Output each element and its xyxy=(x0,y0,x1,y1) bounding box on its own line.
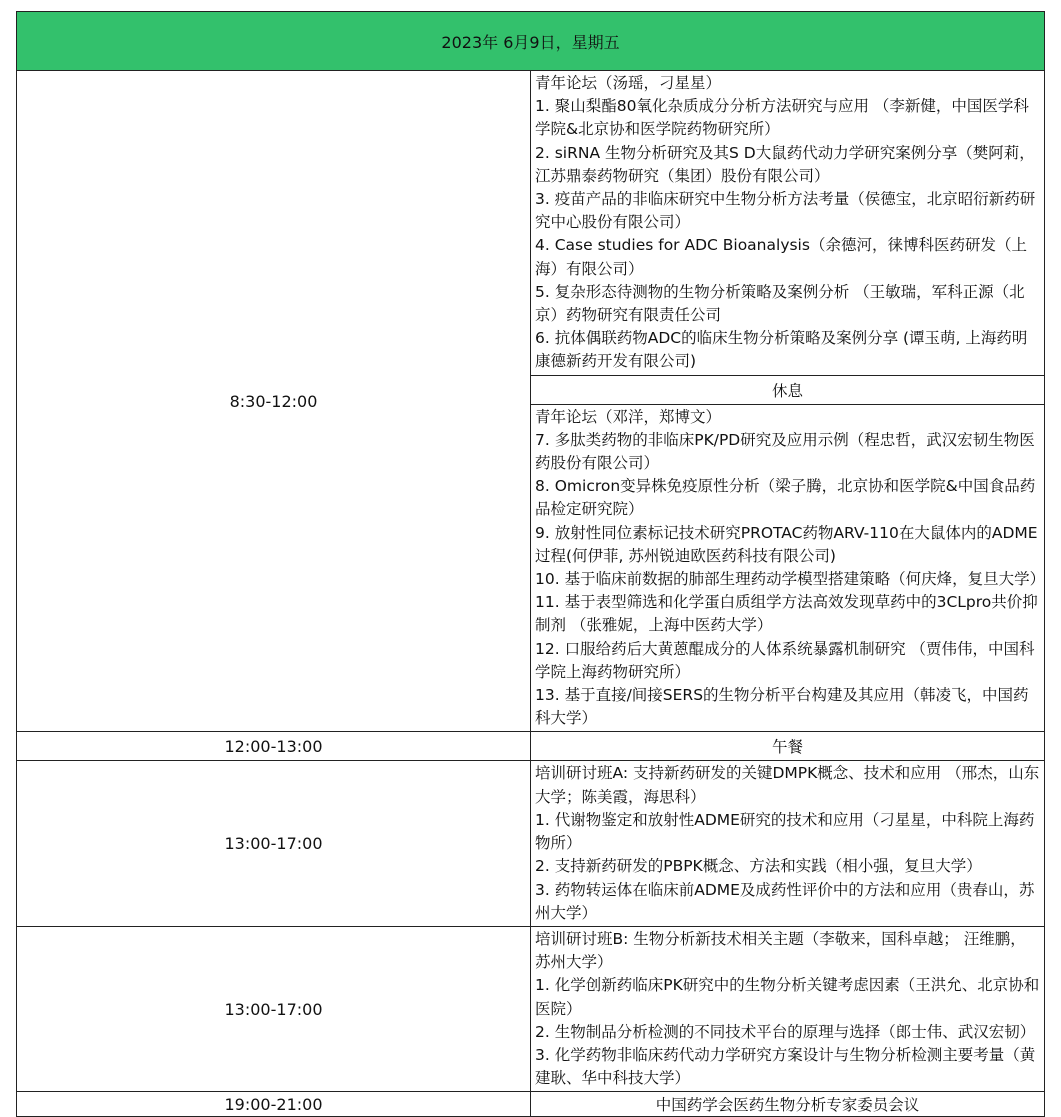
time-cell-morning: 8:30-12:00 xyxy=(17,71,531,732)
time-cell-evening: 19:00-21:00 xyxy=(17,1092,531,1117)
talk-item: 2. siRNA 生物分析研究及其S D大鼠药代动力学研究案例分享（樊阿莉，江苏鼎泰药物研究（集团）股份有限公司） xyxy=(535,143,1035,185)
lunch-row xyxy=(17,732,1045,761)
talk-item: 6. 抗体偶联药物ADC的临床生物分析策略及案例分享 (谭玉萌, 上海药明康德新药开发有限公司) xyxy=(535,329,1028,371)
forum1-title: 青年论坛（汤瑶，刁星星） xyxy=(535,74,722,92)
training-a-row xyxy=(17,761,1045,926)
talk-item: 3. 疫苗产品的非临床研究中生物分析方法考量（侯德宝，北京昭衍新药研究中心股份有限公司） xyxy=(535,190,1036,232)
talk-item: 9. 放射性同位素标记技术研究PROTAC药物ARV-110在大鼠体内的ADME过程(何伊菲, 苏州锐迪欧医药科技有限公司) xyxy=(535,523,1038,565)
talk-item: 13. 基于直接/间接SERS的生物分析平台构建及其应用（韩凌飞，中国药科大学） xyxy=(535,686,1029,728)
training-b-row xyxy=(17,926,1045,1091)
talk-item: 2. 生物制品分析检测的不同技术平台的原理与选择（郎士伟、武汉宏韧） xyxy=(535,1022,1036,1041)
morning-forum1-row xyxy=(17,71,1045,376)
training-b-cell xyxy=(531,926,1045,1091)
talk-item: 1. 代谢物鉴定和放射性ADME研究的技术和应用（刁星星，中科院上海药物所） xyxy=(535,810,1035,853)
talk-item: 7. 多肽类药物的非临床PK/PD研究及应用示例（程忠哲，武汉宏韧生物医药股份有限公司） xyxy=(535,430,1035,473)
evening-row xyxy=(17,1092,1045,1117)
training-b-title: 培训研讨班B: 生物分析新技术相关主题（李敬来，国科卓越； 汪维鹏，苏州大学） xyxy=(535,929,1026,972)
evening-cell: 中国药学会医药生物分析专家委员会议 xyxy=(531,1092,1045,1117)
talk-item: 3. 药物转运体在临床前ADME及成药性评价中的方法和应用（贵春山，苏州大学） xyxy=(535,880,1035,922)
date-header: 2023年 6月9日，星期五 xyxy=(17,12,1045,71)
training-a-title: 培训研讨班A: 支持新药研发的关键DMPK概念、技术和应用 （邢杰，山东大学；陈美霞，海思科） xyxy=(535,764,1040,806)
forum2-title: 青年论坛（邓洋，郑博文） xyxy=(535,407,722,426)
talk-item: 1. 化学创新药临床PK研究中的生物分析关键考虑因素（王洪允、北京协和医院） xyxy=(535,976,1040,1018)
lunch-cell: 午餐 xyxy=(531,732,1045,761)
schedule-table xyxy=(16,11,1045,1117)
time-cell-training-a: 13:00-17:00 xyxy=(17,761,531,926)
time-cell-training-b: 13:00-17:00 xyxy=(17,926,531,1091)
break-cell: 休息 xyxy=(531,375,1045,404)
header-row xyxy=(17,12,1045,71)
talk-item: 2. 支持新药研发的PBPK概念、方法和实践（相小强，复旦大学） xyxy=(535,857,982,876)
talk-item: 11. 基于表型筛选和化学蛋白质组学方法高效发现草药中的3CLpro共价抑制剂 （张雅妮，上海中医药大学） xyxy=(535,593,1038,635)
time-cell-lunch: 12:00-13:00 xyxy=(17,732,531,761)
training-a-cell xyxy=(531,761,1045,926)
talk-item: 8. Omicron变异株免疫原性分析（梁子腾，北京协和医学院&中国食品药品检定研究院） xyxy=(535,477,1036,519)
talk-item: 12. 口服给药后大黄蒽醌成分的人体系统暴露机制研究 （贾伟伟，中国科学院上海药物研究所） xyxy=(535,639,1035,681)
forum2-cell xyxy=(531,404,1045,732)
talk-item: 1. 聚山梨酯80氧化杂质成分分析方法研究与应用 （李新健，中国医学科学院&北京协和医学院药物研究所） xyxy=(535,97,1029,139)
talk-item: 10. 基于临床前数据的肺部生理药动学模型搭建策略（何庆烽，复旦大学） xyxy=(535,570,1046,589)
talk-item: 3. 化学药物非临床药代动力学研究方案设计与生物分析检测主要考量（黄建耿、华中科技大学） xyxy=(535,1045,1036,1088)
talk-item: 4. Case studies for ADC Bioanalysis（余德河，徕博科医药研发（上海）有限公司） xyxy=(535,236,1027,278)
forum1-cell xyxy=(531,71,1045,376)
talk-item: 5. 复杂形态待测物的生物分析策略及案例分析 （王敏瑞，军科正源（北京）药物研究有限责任公司 xyxy=(535,282,1025,325)
